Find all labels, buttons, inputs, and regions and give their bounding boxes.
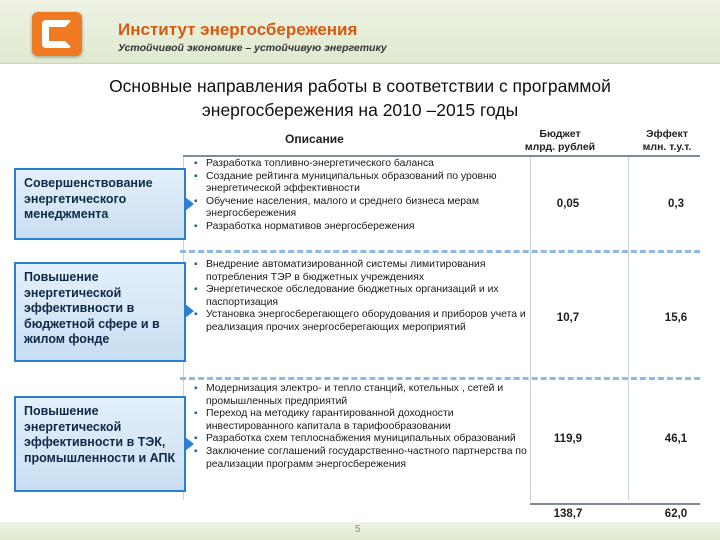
row-separator: [180, 250, 700, 253]
list-item: ▪ Переход на методику гарантированной доходности инвестированного капитала в тарифообразовании: [192, 408, 532, 433]
effect-total: 62,0: [664, 508, 688, 520]
category-box-fuel-industry-agro: Повышение энергетической эффективности в ТЭК, промышленности и АПК: [14, 396, 186, 492]
column-divider: [628, 157, 629, 500]
column-header-effect: [622, 128, 712, 154]
list-item: ▪ Модернизация электро- и тепло станций, котельных , сетей и промышленных предприятий: [192, 383, 532, 408]
org-slogan: Устойчивой экономике – устойчивую энергетику: [118, 42, 387, 54]
description-list: [192, 259, 532, 335]
effect-header-line-1: Эффект: [646, 128, 688, 140]
page-number: 5: [355, 524, 361, 535]
list-item: ▪ Разработка нормативов энергосбережения: [192, 221, 532, 234]
row-separator: [180, 377, 700, 380]
budget-value: 10,7: [556, 312, 580, 324]
effect-value: 46,1: [664, 433, 688, 445]
description-list: [192, 158, 532, 234]
header-band: [0, 0, 720, 64]
list-item: ▪ Внедрение автоматизированной системы лимитирования потребления ТЭР в бюджетных учреждениях: [192, 259, 532, 284]
effect-header-line-2: млн. т.у.т.: [642, 141, 692, 153]
category-box-budget-housing: Повышение энергетической эффективности в бюджетной сфере и в жилом фонде: [14, 262, 186, 362]
list-item: ▪ Создание рейтинга муниципальных образований по уровню энергетической эффективности: [192, 171, 532, 196]
title-line-1: Основные направления работы в соответствии с программой: [109, 76, 611, 96]
title-line-2: энергосбережения на 2010 –2015 годы: [201, 100, 519, 120]
budget-value: 0,05: [556, 198, 580, 210]
logo-c-mark: [42, 20, 72, 48]
institute-logo: [32, 12, 82, 56]
effect-value: 15,6: [664, 312, 688, 324]
budget-header-line-1: Бюджет: [539, 128, 581, 140]
list-item: ▪ Обучение населения, малого и среднего бизнеса мерам энергосбережения: [192, 196, 532, 221]
list-item: ▪ Установка энергосберегающего оборудования и приборов учета и реализация прочих энергосберегающих мероприятий: [192, 309, 532, 334]
header-rule: [183, 155, 700, 157]
column-header-description: Описание: [285, 132, 344, 146]
list-item: ▪ Разработка топливно-энергетического баланса: [192, 158, 532, 171]
page-title: [20, 74, 700, 122]
budget-total: 138,7: [553, 508, 583, 520]
category-box-energy-management: Совершенствование энергетического менеджмента: [14, 168, 186, 240]
budget-value: 119,9: [553, 433, 583, 445]
effect-value: 0,3: [668, 198, 684, 210]
budget-header-line-2: млрд. рублей: [524, 141, 596, 153]
description-list: [192, 383, 532, 471]
totals-rule: [530, 503, 700, 505]
list-item: ▪ Заключение соглашений государственно-частного партнерства по реализации программ энергосбережения: [192, 446, 532, 471]
list-item: ▪ Разработка схем теплоснабжения муниципальных образований: [192, 433, 532, 446]
list-item: ▪ Энергетическое обследование бюджетных организаций и их паспортизация: [192, 284, 532, 309]
org-name: Институт энергосбережения: [118, 20, 358, 39]
column-header-budget: [505, 128, 615, 154]
